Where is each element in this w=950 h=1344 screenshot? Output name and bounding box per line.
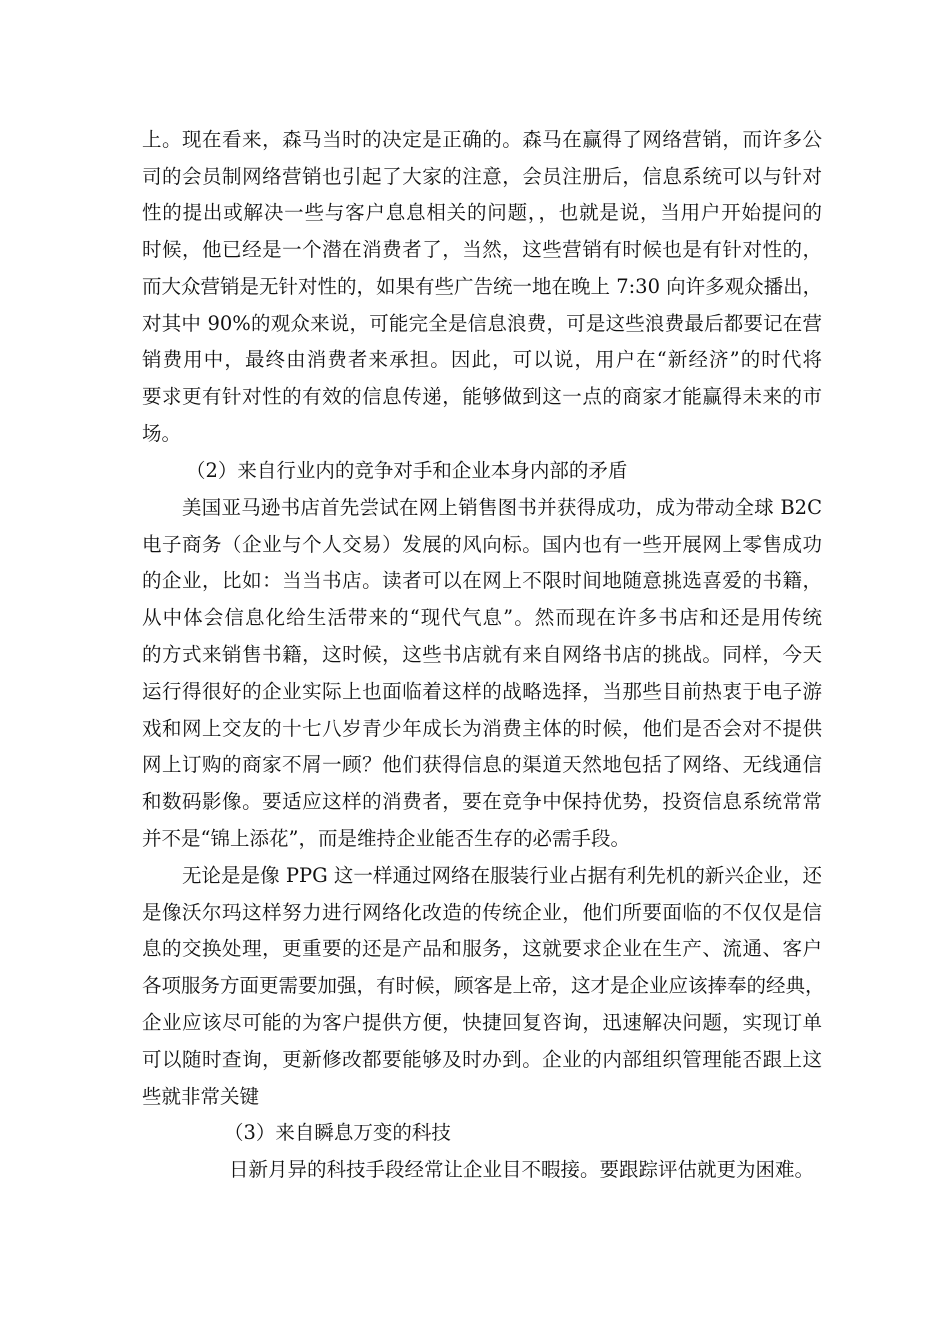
paragraph-line: 销费用中，最终由消费者来承担。因此，可以说，用户在“新经济”的时代将 [142, 348, 822, 371]
paragraph-line: 性的提出或解决一些与客户息息相关的问题，，也就是说，当用户开始提问的 [142, 201, 822, 224]
paragraph-line: 美国亚马逊书店首先尝试在网上销售图书并获得成功，成为带动全球 B2C [182, 496, 822, 519]
paragraph-line: 网上订购的商家不屑一顾？他们获得信息的渠道天然地包括了网络、无线通信 [142, 753, 822, 776]
paragraph-line: 司的会员制网络营销也引起了大家的注意，会员注册后，信息系统可以与针对 [142, 165, 822, 188]
paragraph-line: 时候，他已经是一个潜在消费者了，当然，这些营销有时候也是有针对性的， [142, 238, 822, 261]
paragraph-line: 电子商务（企业与个人交易）发展的风向标。国内也有一些开展网上零售成功 [142, 533, 822, 556]
paragraph-line: 企业应该尽可能的为客户提供方便，快捷回复咨询，迅速解决问题，实现订单 [142, 1011, 822, 1034]
section-heading: （2）来自行业内的竞争对手和企业本身内部的矛盾 [186, 459, 628, 482]
paragraph-line: 而大众营销是无针对性的，如果有些广告统一地在晚上 7:30 向许多观众播出， [142, 275, 823, 298]
paragraph-line: 无论是是像 PPG 这一样通过网络在服装行业占据有利先机的新兴企业，还 [182, 864, 822, 887]
section-heading: （3）来自瞬息万变的科技 [224, 1121, 451, 1144]
paragraph-line: 些就非常关键 [142, 1085, 260, 1108]
paragraph-line: 要求更有针对性的有效的信息传递，能够做到这一点的商家才能赢得未来的市 [142, 385, 822, 408]
paragraph-line: 从中体会信息化给生活带来的“现代气息”。然而现在许多书店和还是用传统 [142, 606, 822, 629]
paragraph-line: 上。现在看来，森马当时的决定是正确的。森马在赢得了网络营销，而许多公 [142, 128, 822, 151]
paragraph-line: 息的交换处理，更重要的还是产品和服务，这就要求企业在生产、流通、客户 [142, 937, 822, 960]
paragraph-line: 各项服务方面更需要加强，有时候，顾客是上帝，这才是企业应该捧奉的经典， [142, 974, 825, 997]
paragraph-line: 并不是“锦上添花”，而是维持企业能否生存的必需手段。 [142, 827, 630, 850]
paragraph-line: 场。 [142, 422, 182, 445]
paragraph-line: 可以随时查询，更新修改都要能够及时办到。企业的内部组织管理能否跟上这 [142, 1048, 822, 1071]
paragraph-line: 日新月异的科技手段经常让企业目不暇接。要跟踪评估就更为困难。 [229, 1158, 815, 1181]
paragraph-line: 运行得很好的企业实际上也面临着这样的战略选择，当那些目前热衷于电子游 [142, 680, 822, 703]
paragraph-line: 戏和网上交友的十七八岁青少年成长为消费主体的时候，他们是否会对不提供 [142, 717, 822, 740]
paragraph-line: 的企业，比如：当当书店。读者可以在网上不限时间地随意挑选喜爱的书籍， [142, 569, 822, 592]
paragraph-line: 的方式来销售书籍，这时候，这些书店就有来自网络书店的挑战。同样，今天 [142, 643, 822, 666]
paragraph-line: 是像沃尔玛这样努力进行网络化改造的传统企业，他们所要面临的不仅仅是信 [142, 901, 822, 924]
paragraph-line: 和数码影像。要适应这样的消费者，要在竞争中保持优势，投资信息系统常常 [142, 790, 822, 813]
paragraph-line: 对其中 90%的观众来说，可能完全是信息浪费，可是这些浪费最后都要记在营 [142, 312, 822, 335]
